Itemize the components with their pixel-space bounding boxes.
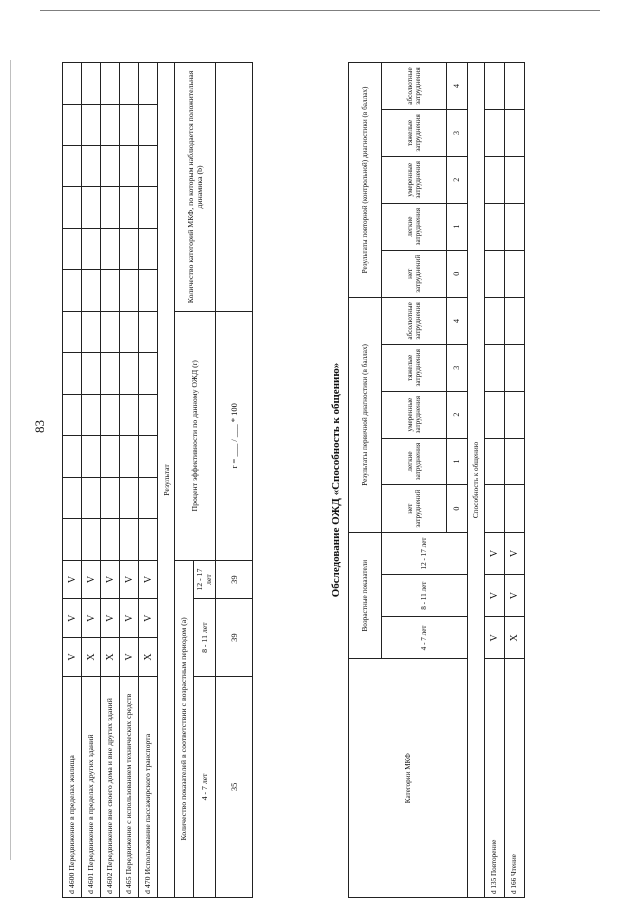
score-cell <box>82 228 101 269</box>
mobility-table <box>62 62 253 898</box>
score-label: 3 <box>447 344 468 391</box>
score-cell <box>82 477 101 518</box>
age-group-label: 8 - 11 лет <box>194 599 216 676</box>
score-cell <box>485 250 505 297</box>
score-cell <box>505 63 525 110</box>
rotated-page-content <box>62 48 622 898</box>
score-cell <box>505 203 525 250</box>
score-cell <box>82 436 101 477</box>
score-cell <box>82 353 101 394</box>
age-mark: X <box>505 617 525 659</box>
score-cell <box>63 63 82 105</box>
score-cell <box>139 228 158 269</box>
score-cell <box>101 477 120 518</box>
score-cell <box>485 391 505 438</box>
score-cell <box>101 519 120 560</box>
score-cell <box>139 187 158 228</box>
subsection-row <box>468 63 485 898</box>
page-number: 83 <box>32 420 47 433</box>
age-mark: V <box>485 617 505 659</box>
communication-table <box>348 62 525 898</box>
score-cell <box>82 394 101 435</box>
age-mark: V <box>101 599 120 638</box>
score-cell <box>120 228 139 269</box>
score-cell <box>139 353 158 394</box>
age-mark: V <box>82 599 101 638</box>
score-cell <box>120 394 139 435</box>
age-mark: V <box>139 599 158 638</box>
age-count-value: 39 <box>215 560 252 599</box>
score-cell <box>120 311 139 352</box>
age-group-label: 4 - 7 лет <box>194 676 216 897</box>
score-cell <box>101 394 120 435</box>
score-cell <box>82 63 101 105</box>
result-values-row <box>215 63 252 898</box>
level-label: умеренные затруднения <box>382 391 447 438</box>
percent-header: Процент эффективности по данному ОЖД (r) <box>175 311 216 560</box>
age-group-label: 12 - 17 лет <box>382 532 468 574</box>
age-count-value: 39 <box>215 599 252 676</box>
score-cell <box>485 203 505 250</box>
score-cell <box>485 63 505 110</box>
age-mark: V <box>63 560 82 599</box>
scan-edge-top <box>40 10 600 11</box>
age-column-header: Возрастные показатели <box>349 532 382 659</box>
efficiency-formula: r = ___ / ___ * 100 <box>215 311 252 560</box>
scan-edge-left <box>10 60 11 860</box>
score-cell <box>505 156 525 203</box>
level-label: легкие затруднения <box>382 203 447 250</box>
score-cell <box>120 270 139 311</box>
age-mark: V <box>82 560 101 599</box>
score-cell <box>101 353 120 394</box>
age-mark: V <box>120 599 139 638</box>
score-cell <box>505 438 525 485</box>
score-cell <box>120 436 139 477</box>
age-mark: X <box>82 638 101 677</box>
positive-dynamics-header: Количество категорий МКФ, по которым наблюдается положительная динамика (b) <box>175 63 216 312</box>
table-row <box>139 63 158 898</box>
age-group-label: 12 - 17 лет <box>194 560 216 599</box>
age-mark: V <box>120 560 139 599</box>
subsection-title: Способность к общению <box>468 63 485 898</box>
score-cell <box>139 63 158 105</box>
age-mark: V <box>120 638 139 677</box>
level-label: тяжелые затруднения <box>382 344 447 391</box>
table-row <box>485 63 505 898</box>
score-cell <box>101 104 120 145</box>
age-mark: V <box>505 575 525 617</box>
age-mark: V <box>101 560 120 599</box>
score-cell <box>139 436 158 477</box>
age-mark: X <box>139 638 158 677</box>
age-mark: X <box>101 638 120 677</box>
score-label: 4 <box>447 63 468 110</box>
score-cell <box>139 477 158 518</box>
score-cell <box>63 436 82 477</box>
age-count-value: 35 <box>215 676 252 897</box>
category-label: d 4602 Передвижение вне своего дома и вне других зданий <box>101 676 120 897</box>
primary-diagnostics-header: Результаты первичной диагностики (в баллах) <box>349 298 382 533</box>
age-group-label: 8 - 11 лет <box>382 575 468 617</box>
category-label: d 470 Использование пассажирского транспорта <box>139 676 158 897</box>
score-cell <box>139 311 158 352</box>
score-label: 2 <box>447 391 468 438</box>
score-cell <box>120 187 139 228</box>
score-cell <box>139 519 158 560</box>
score-cell <box>82 187 101 228</box>
score-cell <box>485 156 505 203</box>
score-cell <box>63 146 82 187</box>
positive-dynamics-value <box>215 63 252 312</box>
score-cell <box>139 104 158 145</box>
age-mark: V <box>505 532 525 574</box>
score-cell <box>101 146 120 187</box>
header-row <box>349 63 382 898</box>
score-cell <box>63 228 82 269</box>
score-cell <box>101 436 120 477</box>
score-cell <box>505 344 525 391</box>
score-cell <box>120 477 139 518</box>
table-row <box>505 63 525 898</box>
level-label: абсолютные затруднения <box>382 63 447 110</box>
score-cell <box>505 485 525 532</box>
score-cell <box>101 228 120 269</box>
level-label: абсолютные затруднения <box>382 298 447 345</box>
score-cell <box>82 146 101 187</box>
score-label: 0 <box>447 250 468 297</box>
score-label: 3 <box>447 110 468 157</box>
table-row <box>101 63 120 898</box>
score-cell <box>505 110 525 157</box>
result-header-row <box>175 63 194 898</box>
category-label: d 4600 Передвижение в пределах жилища <box>63 676 82 897</box>
category-column-header: Категории МКФ <box>349 659 468 898</box>
category-label: d 135 Повторение <box>485 659 505 898</box>
score-cell <box>505 250 525 297</box>
score-label: 4 <box>447 298 468 345</box>
score-cell <box>139 394 158 435</box>
age-mark: V <box>485 575 505 617</box>
age-mark: V <box>63 638 82 677</box>
age-group-label: 4 - 7 лет <box>382 617 468 659</box>
score-label: 1 <box>447 438 468 485</box>
score-cell <box>485 344 505 391</box>
score-cell <box>505 298 525 345</box>
table-row <box>120 63 139 898</box>
result-title-row <box>158 63 175 898</box>
score-cell <box>485 298 505 345</box>
age-mark: V <box>139 560 158 599</box>
score-cell <box>63 270 82 311</box>
level-label: нет затруднений <box>382 250 447 297</box>
score-cell <box>120 63 139 105</box>
category-label: d 166 Чтение <box>505 659 525 898</box>
score-cell <box>82 104 101 145</box>
score-cell <box>120 104 139 145</box>
score-cell <box>120 353 139 394</box>
level-label: нет затруднений <box>382 485 447 532</box>
score-cell <box>63 519 82 560</box>
level-label: тяжелые затруднения <box>382 110 447 157</box>
score-cell <box>505 391 525 438</box>
table-row <box>82 63 101 898</box>
score-label: 1 <box>447 203 468 250</box>
score-cell <box>139 146 158 187</box>
count-header: Количество показателей в соответствии с возрастным периодом (a) <box>175 560 194 897</box>
score-cell <box>82 519 101 560</box>
score-cell <box>485 485 505 532</box>
score-cell <box>63 311 82 352</box>
score-cell <box>101 311 120 352</box>
score-cell <box>139 270 158 311</box>
table-row <box>63 63 82 898</box>
score-cell <box>485 110 505 157</box>
age-mark: V <box>63 599 82 638</box>
level-label: умеренные затруднения <box>382 156 447 203</box>
score-cell <box>101 270 120 311</box>
repeat-diagnostics-header: Результаты повторной (контрольной) диагностики (в баллах) <box>349 63 382 298</box>
age-mark: V <box>485 532 505 574</box>
category-label: d 4601 Передвижение в пределах других зданий <box>82 676 101 897</box>
score-label: 0 <box>447 485 468 532</box>
level-label: легкие затруднения <box>382 438 447 485</box>
result-title: Результат <box>158 63 175 898</box>
score-cell <box>63 353 82 394</box>
category-label: d 465 Передвижение с использованием технических средств <box>120 676 139 897</box>
score-cell <box>63 104 82 145</box>
section-title: Обследование ОЖД «Способность к общению» <box>330 362 342 598</box>
score-cell <box>63 477 82 518</box>
score-cell <box>82 270 101 311</box>
score-label: 2 <box>447 156 468 203</box>
score-cell <box>485 438 505 485</box>
score-cell <box>63 394 82 435</box>
score-cell <box>101 187 120 228</box>
score-cell <box>82 311 101 352</box>
score-cell <box>120 519 139 560</box>
score-cell <box>120 146 139 187</box>
score-cell <box>101 63 120 105</box>
score-cell <box>63 187 82 228</box>
